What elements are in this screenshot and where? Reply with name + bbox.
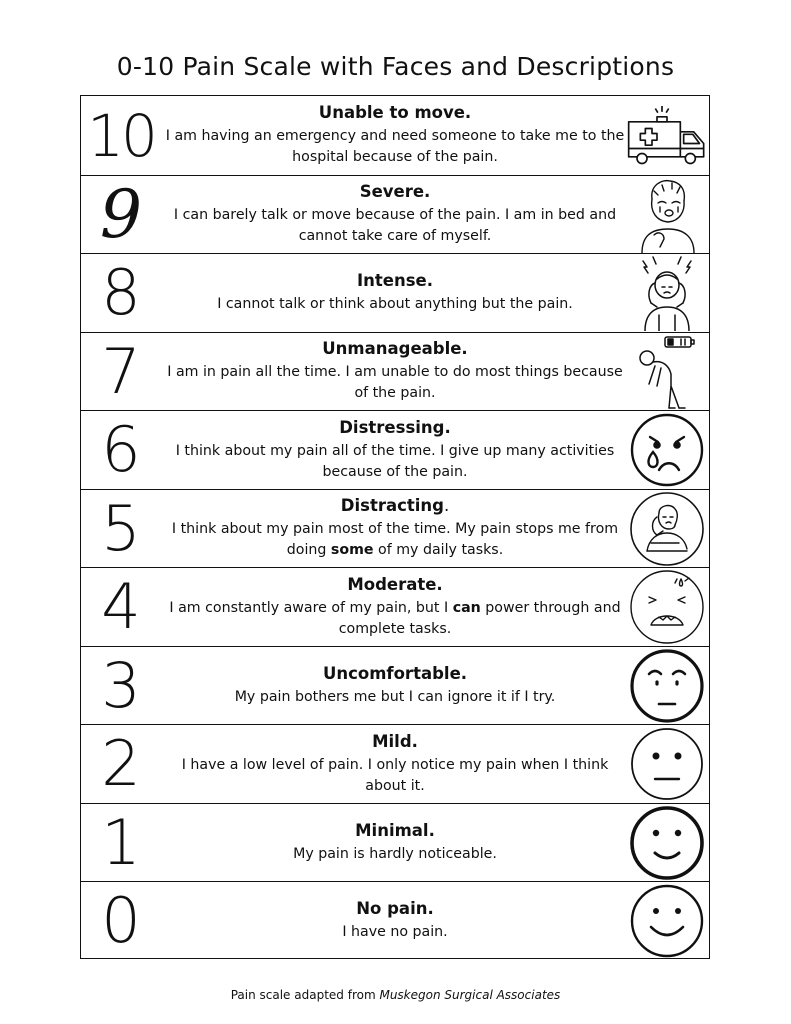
scale-description: I have a low level of pain. I only notice my pain when I think about it. xyxy=(181,756,609,794)
worried-person-icon xyxy=(627,490,707,567)
scale-number: 1 xyxy=(101,805,141,879)
scale-description: I have no pain. xyxy=(342,924,448,940)
slight-smile-face-icon xyxy=(627,804,707,881)
tearful-frown-face-icon xyxy=(627,411,707,489)
scale-number: 10 xyxy=(87,101,155,170)
scale-label: Unable to move. xyxy=(318,103,472,122)
scale-description: I am having an emergency and need someone to take me to the hospital because of the pain. xyxy=(165,128,625,165)
exhausted-person-low-battery-icon xyxy=(627,333,707,410)
uneasy-face-icon xyxy=(627,647,707,724)
scale-label: Unmanageable. xyxy=(322,339,468,358)
scale-row-8 xyxy=(81,253,709,332)
scale-label: Intense. xyxy=(357,271,433,290)
scale-number: 5 xyxy=(101,491,141,565)
scale-label: No pain. xyxy=(356,899,434,918)
scale-description: I think about my pain all of the time. I give up many activities because of the pain. xyxy=(175,442,615,480)
scale-description: I think about my pain most of the time. My pain stops me from doing some of my daily tasks. xyxy=(171,521,619,558)
scale-description: My pain bothers me but I can ignore it if I try. xyxy=(234,688,556,705)
scale-row-9 xyxy=(81,175,709,253)
footer-citation: Pain scale adapted from Muskegon Surgical Associates xyxy=(230,988,561,1002)
scale-description: I am constantly aware of my pain, but I can power through and complete tasks. xyxy=(169,599,621,637)
smile-face-icon xyxy=(627,882,707,960)
scale-row-5 xyxy=(81,489,709,567)
scale-number: 8 xyxy=(101,256,141,329)
scale-row-10 xyxy=(81,96,709,175)
scale-description: I can barely talk or move because of the pain. I am in bed and cannot take care of myself. xyxy=(173,207,617,244)
scale-row-3 xyxy=(81,646,709,724)
scale-description: I am in pain all the time. I am unable to do most things because of the pain. xyxy=(167,364,623,401)
grimace-face-icon xyxy=(627,568,707,646)
scale-number: 0 xyxy=(101,884,141,957)
scale-number: 3 xyxy=(101,648,141,722)
scale-row-1 xyxy=(81,803,709,881)
scale-number: 7 xyxy=(101,334,141,408)
scale-number: 6 xyxy=(101,413,141,486)
pain-scale-table xyxy=(80,95,710,959)
scale-number: 9 xyxy=(100,175,142,253)
scale-description: My pain is hardly noticeable. xyxy=(293,845,497,862)
scale-number: 2 xyxy=(101,727,141,800)
scale-label: Uncomfortable. xyxy=(322,663,468,683)
page-title: 0-10 Pain Scale with Faces and Descriptions xyxy=(116,52,675,81)
scale-row-7 xyxy=(81,332,709,410)
neutral-face-icon xyxy=(627,725,707,803)
scale-label: Distracting. xyxy=(340,496,450,515)
scale-label: Distressing. xyxy=(339,417,451,437)
scale-row-0 xyxy=(81,881,709,960)
scale-label: Minimal. xyxy=(355,820,435,840)
scale-description: I cannot talk or think about anything but the pain. xyxy=(217,296,573,312)
scale-label: Moderate. xyxy=(347,574,443,594)
scale-label: Mild. xyxy=(372,731,418,751)
scale-label: Severe. xyxy=(359,182,431,201)
headache-person-icon xyxy=(627,254,707,332)
scale-row-2 xyxy=(81,724,709,803)
scale-row-6 xyxy=(81,410,709,489)
scale-number: 4 xyxy=(101,570,141,643)
crying-person-icon xyxy=(627,176,707,253)
scale-row-4 xyxy=(81,567,709,646)
ambulance-icon xyxy=(627,96,707,175)
